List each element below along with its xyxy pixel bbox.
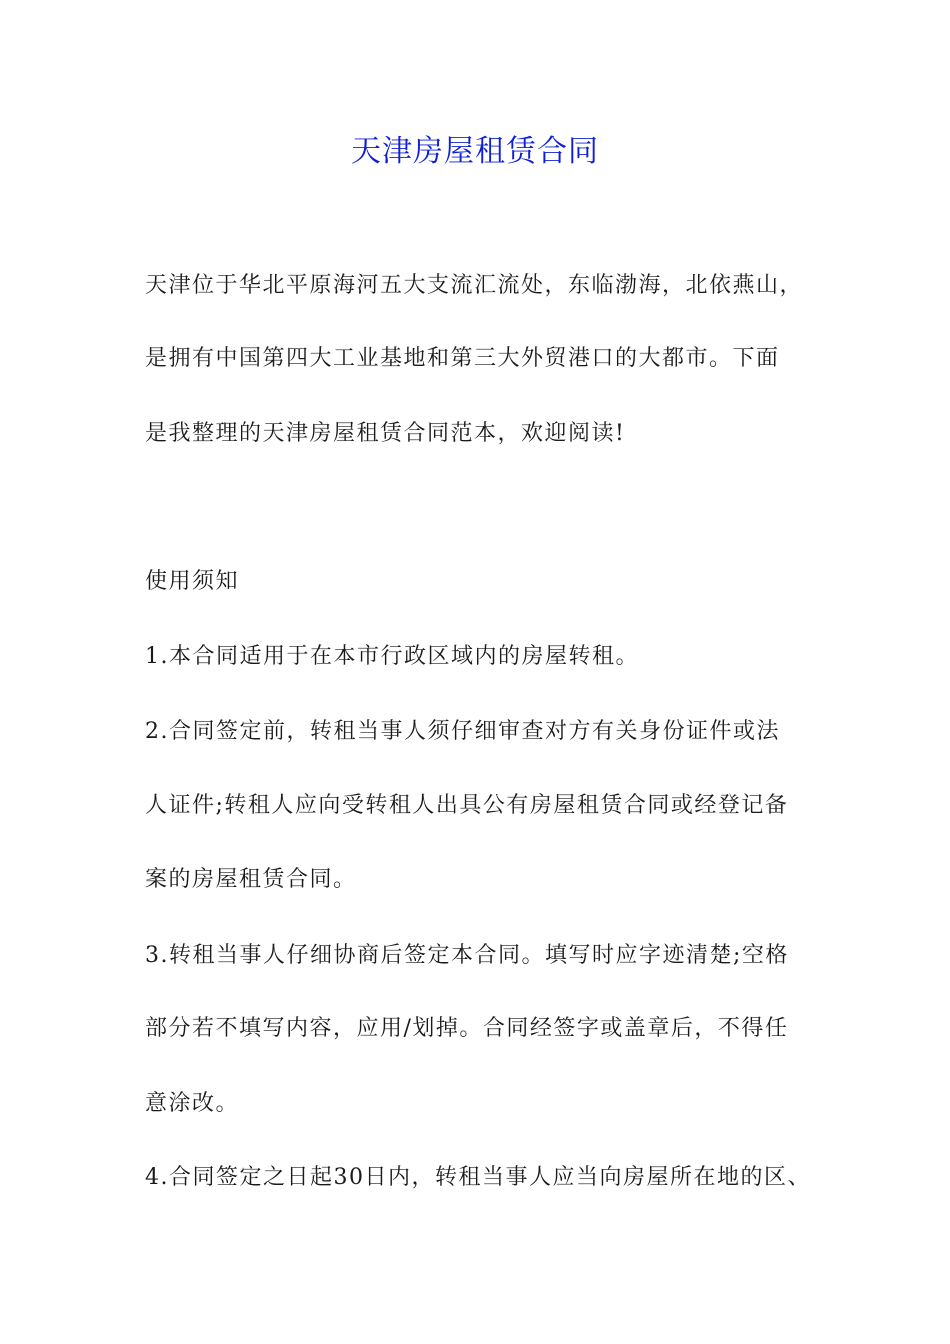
document-title: 天津房屋租赁合同 [351,134,599,169]
intro-line: 是拥有中国第四大工业基地和第三大外贸港口的大都市。下面 [145,346,780,371]
notice-heading: 使用须知 [145,569,240,594]
intro-line: 是我整理的天津房屋租赁合同范本，欢迎阅读! [145,421,626,446]
notice-line: 4.合同签定之日起30日内，转租当事人应当向房屋所在地的区、 [145,1165,811,1190]
notice-line: 意涂改。 [145,1091,240,1116]
intro-line: 天津位于华北平原海河五大支流汇流处，东临渤海，北依燕山， [145,273,804,298]
notice-line: 2.合同签定前，转租当事人须仔细审查对方有关身份证件或法 [145,719,780,744]
notice-line: 部分若不填写内容，应用/划掉。合同经签字或盖章后，不得任 [145,1016,789,1041]
notice-line: 1.本合同适用于在本市行政区域内的房屋转租。 [145,644,639,669]
notice-line: 3.转租当事人仔细协商后签定本合同。填写时应字迹清楚;空格 [145,943,789,968]
notice-line: 人证件;转租人应向受转租人出具公有房屋租赁合同或经登记备 [145,793,789,818]
notice-line: 案的房屋租赁合同。 [145,867,357,892]
